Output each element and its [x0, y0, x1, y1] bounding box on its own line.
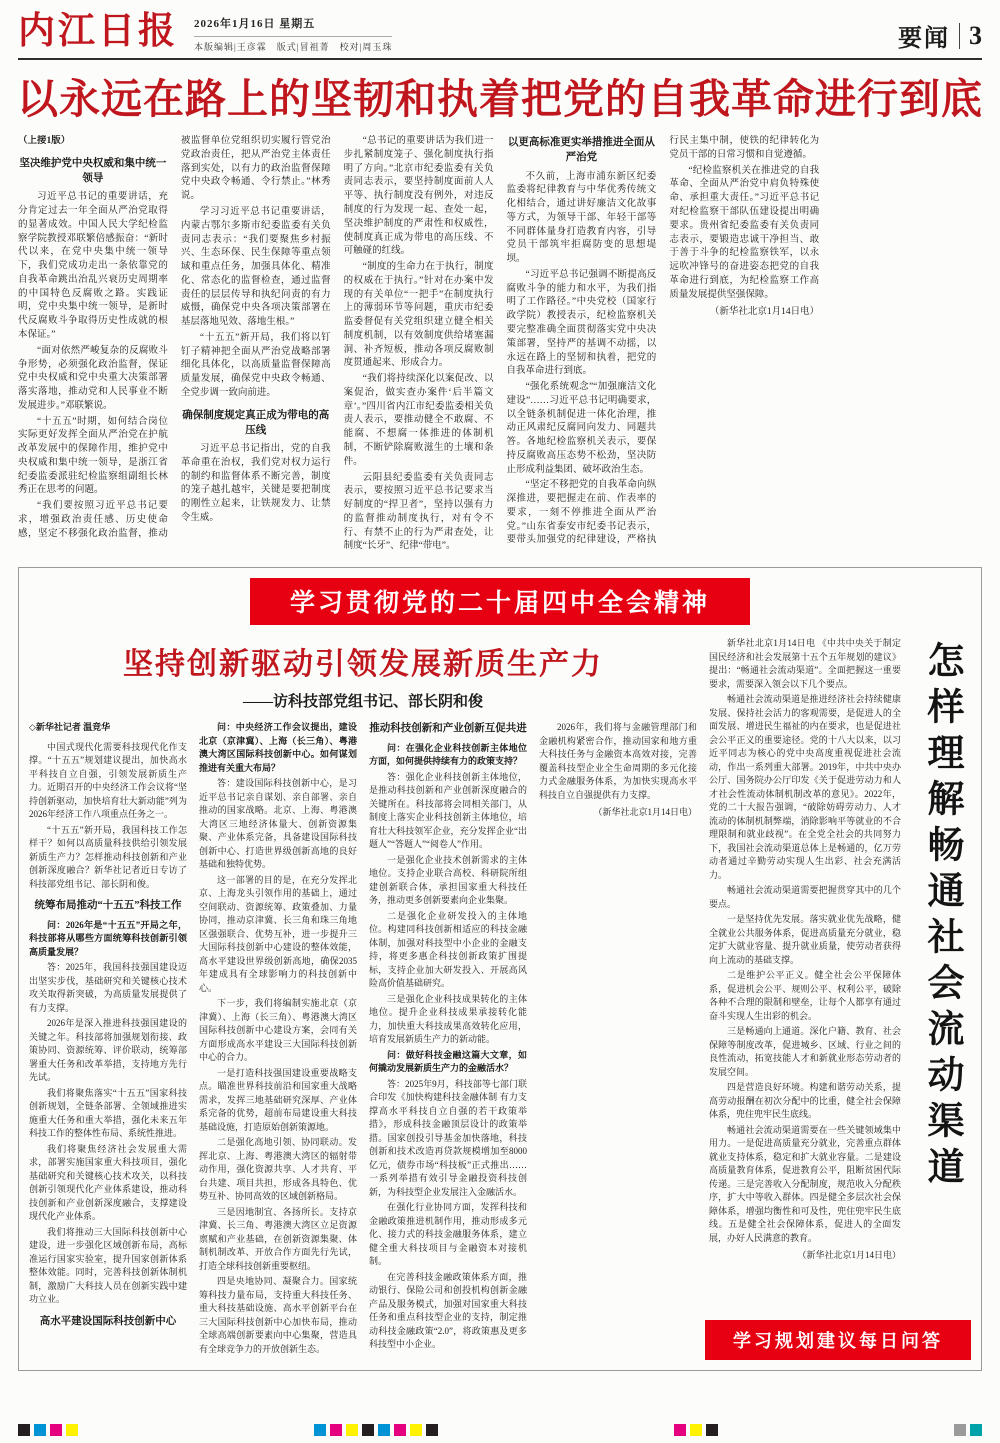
paragraph-body: 二是维护公平正义。健全社会公平保障体系，促进机会公平、规则公平、权利公平，破除各种不合理的限制和壁垒，让每个人都享有通过奋斗实现人生出彩的机会。	[709, 970, 901, 1021]
paragraph-body: 下一步，我们将编制实施北京（京津冀）、上海（长三角）、粤港澳大湾区国际科技创新中心建设方案，会同有关方面形成高水平建设三大国际科技创新中心的合力。	[199, 998, 357, 1063]
paragraph-body: 不久前，上海市浦东新区纪委监委将纪律教育与中华优秀传统文化相结合，通过讲好廉洁文化故事等方式，为领导干部、年轻干部等不同群体量身打造教育内容，引导党员干部筑牢拒腐防变的思想堤坝。	[506, 171, 657, 265]
paragraph-body: 这一部署的目的是，在充分发挥北京、上海龙头引领作用的基础上，通过空间联动、资源统筹、政策叠加、力量协同，推动京津冀、长三角和珠三角地区强强联合、优势互补，进一步提升三大国际科技创新中心建设的整体效能，高水平建设世界级创新高地，确保2035年建成具有全球影响力的科技创新中心。	[199, 874, 357, 993]
print-registration-strip	[18, 1423, 982, 1437]
paragraph-body: 在强化行业协同方面，发挥科技和金融政策推进机制作用，推动形成多元化、接力式的科技金融服务体系，建立健全重大科技项目与金融资本对接机制。	[369, 1202, 527, 1267]
paragraph-body: 一是坚持优先发展。落实就业优先战略，健全就业公共服务体系，促进高质量充分就业，稳定扩大就业容量、提升就业质量，使劳动者获得向上流动的基础支撑。	[709, 914, 901, 965]
special-section-box	[18, 567, 982, 1371]
paragraph-body: 2026年，我们将与金融管理部门和金融机构紧密合作，推动国家和地方重大科技任务与金融资本高效对接，完善覆盖科技型企业全生命周期的多元化接力式金融服务体系，为加快实现高水平科技自立自强提供有力支撑。	[539, 722, 697, 800]
registration-mark	[954, 1424, 966, 1436]
paragraph-body: “制度的生命力在于执行，制度的权威在于执行。”针对在办案中发现的有关单位“一把手”在制度执行上的薄弱环节等问题，重庆市纪委监委督促有关党组织建立健全相关制度机制，以有效制度供给堵塞漏洞、补齐短板，推动各项反腐败制度贯通起来、形成合力。	[343, 262, 494, 369]
page-number: 3	[969, 20, 982, 50]
registration-mark	[706, 1424, 718, 1436]
paragraph-body: 二是强化企业研发投入的主体地位。构建同科技创新相适应的科技金融体制，加强对科技型中小企业的金融支持，将更多惠企科技创新政策扩围提标，支持企业加大研发投入、开展高风险高价值基础研究。	[369, 910, 527, 989]
paragraph-body: 云阳县纪委监委有关负责同志表示，要按照习近平总书记要求当好制度的“捍卫者”，坚持以强有力的监督推动制度执行，对有令不行、有禁不止的行为严肃查处，让制度“长牙”、纪律“带电”。	[343, 472, 494, 552]
paragraph-body: “总书记的重要讲话为我们进一步扎紧制度笼子、强化制度执行指明了方向。”北京市纪委监委有关负责同志表示，要坚持制度面前人人平等、执行制度没有例外，对违反制度的行为发现一起、查处一起，坚决维护制度的严肃性和权威性，使制度真正成为带电的高压线、不可触碰的红线。	[343, 136, 494, 257]
paragraph-body: 中国式现代化需要科技现代化作支撑。“十五五”规划建议提出，加快高水平科技自立自强，引领发展新质生产力。近期召开的中央经济工作会议将“坚持创新驱动，加快培育壮大新动能”列为2026年经济工作八项重点任务之一。	[29, 741, 187, 820]
paragraph-subhead: 以更高标准更实举措推进全面从严治党	[507, 137, 655, 164]
staff-line: 本版编辑|王彦霖 版式|冒祖菁 校对|周玉珠	[194, 36, 392, 53]
qa-article-vertical-title: 怎样理解畅通社会流动渠道	[922, 641, 963, 1194]
paragraph-body: “面对依然严峻复杂的反腐败斗争形势，必须强化政治监督，保证党中央权威和党中央重大决策部署落实落地，推动党和人民事业不断发展进步。”邓联繁说。	[18, 345, 168, 411]
section-divider	[959, 23, 960, 49]
paragraph-body: 我们将推动三大国际科技创新中心建设，进一步强化区域创新布局，高标准运行国家实验室，提升国家创新体系整体效能。同时，完善科技创新体制机制，激励广大科技人员在创新实践中建功立业。	[29, 1226, 187, 1305]
paragraph-body: 一是强化企业技术创新需求的主体地位。支持企业联合高校、科研院所组建创新联合体，承担国家重大科技任务，推动更多创新要素向企业集聚。	[369, 854, 527, 906]
paragraph-body: “习近平总书记强调不断提高反腐败斗争的能力和水平，为我们指明了工作路径。”中央党校（国家行政学院）教授表示，纪检监察机关要完整准确全面贯彻落实党中央决策部署，坚持严的基调不动摇，以永远在路上的坚韧和执着，把党的自我革命进行到底。	[506, 269, 657, 377]
paragraph-end: （新华社北京1月14日电）	[709, 307, 820, 318]
paragraph-body: 习近平总书记指出，党的自我革命重在治权，我们党对权力运行的制约和监督体系不断完善，制度的笼子越扎越牢，关键是要把制度的刚性立起来，让铁规发力、让禁令生威。	[180, 444, 331, 523]
registration-mark	[34, 1424, 46, 1436]
registration-mark	[674, 1424, 686, 1436]
lead-article-body	[18, 135, 982, 555]
registration-mark	[18, 1424, 30, 1436]
paragraph-body: 答：2025年9月，科技部等七部门联合印发《加快构建科技金融体制 有力支撑高水平科技自立自强的若干政策举措》，形成科技金融顶层设计的政策举措。国家创投引导基金加快落地，科技创新和技术改造再贷款规模增加至8000亿元，债券市场“科技板”正式推出……一系列举措有效引导金融投资科技创新，为科技型企业发展注入金融活水。	[369, 1078, 527, 1197]
registration-marks-far-right	[954, 1424, 982, 1436]
paragraph-body: 2026年是深入推进科技强国建设的关键之年。科技部将加强规划衔接、政策协同、资源统筹、评价联动，统筹部署重大任务和改革举措，支持地方先行先试。	[29, 1018, 187, 1083]
interview-subtitle: ——访科技部党组书记、部长阴和俊	[242, 694, 483, 711]
registration-mark	[690, 1424, 702, 1436]
paragraph-body: “强化系统观念”“加强廉洁文化建设”……习近平总书记明确要求，以全链条机制促进一体化治理，推动正风肃纪反腐同向发力、同题共答。各地纪检监察机关表示，要保持反腐败高压态势不松劲，坚决防止形成利益集团、破坏政治生态。	[506, 382, 657, 475]
registration-marks-left	[18, 1424, 78, 1436]
paragraph-body: “十五五”新开局，我们将以钉钉子精神把全面从严治党战略部署细化具体化，以高质量监督保障高质量发展，确保党中央政令畅通、全党步调一致向前进。	[180, 332, 331, 398]
date-line: 2026年1月16日 星期五	[194, 18, 316, 30]
interview-title: 坚持创新驱动引领发展新质生产力	[123, 648, 603, 682]
paragraph-body: 答：2025年，我国科技强国建设迈出坚实步伐，基础研究和关键核心技术攻关取得新突破，为高质量发展提供了有力支撑。	[29, 962, 187, 1013]
registration-mark	[426, 1424, 438, 1436]
paragraph-body: 三是畅通向上通道。深化户籍、教育、社会保障等制度改革，促进城乡、区域、行业之间的良性流动，拓宽技能人才和新就业形态劳动者的发展空间。	[709, 1026, 901, 1077]
paragraph-body: 答：建设国际科技创新中心，是习近平总书记亲自谋划、亲自部署、亲自推动的国家战略。北京、上海、粤港澳大湾区三地经济体量大、创新资源集聚、产业体系完备，具备建设国际科技创新中心、打造世界级创新高地的良好基础和独特优势。	[199, 778, 357, 870]
bottom-grid	[29, 637, 971, 1359]
interview-article	[29, 637, 697, 1359]
registration-mark	[394, 1424, 406, 1436]
paragraph-body: “纪检监察机关在推进党的自我革命、全面从严治党中肩负特殊使命、承担重大责任。”习近平总书记对纪检监察干部队伍建设提出明确要求。贵州省纪委监委有关负责同志表示，要锻造忠诚干净担当、敢于善于斗争的纪检监察铁军，以永远吹冲锋号的奋进姿态把党的自我革命进行到底，为纪检监察工作高质量发展提供坚强保障。	[669, 165, 820, 300]
paragraph-marker: （上接1版）	[18, 136, 71, 147]
registration-mark	[378, 1424, 390, 1436]
paragraph-subhead: 统筹布局推动“十五五”科技工作	[34, 900, 182, 912]
masthead-rule	[18, 58, 982, 60]
registration-mark	[362, 1424, 374, 1436]
lead-headline: 以永远在路上的坚韧和执着把党的自我革命进行到底	[17, 76, 983, 122]
paragraph-body: 新华社北京1月14日电 《中共中央关于制定国民经济和社会发展第十五个五年规划的建议》提出：“畅通社会流动渠道”。全面把握这一重要要求，需要深入领会以下几个要点。	[709, 638, 901, 689]
paragraph-body: 我们将聚焦经济社会发展重大需求，部署实施国家重大科技项目，强化基础研究和关键核心技术攻关，以科技创新引领现代化产业体系建设，推动科技创新和产业创新深度融合，支撑建设现代化产业体系。	[29, 1143, 187, 1222]
paragraph-end: （新华社北京1月14日电）	[797, 1250, 901, 1261]
registration-mark	[346, 1424, 358, 1436]
paragraph-body: 畅通社会流动渠道需要把握贯穿其中的几个要点。	[709, 885, 901, 909]
paragraph-body: 二是强化高地引领、协同联动。发挥北京、上海、粤港澳大湾区的辐射带动作用，强化资源共享、人才共育、平台共建、项目共担，形成各具特色、优势互补、协同高效的区域创新格局。	[199, 1137, 357, 1202]
lead-article	[0, 76, 1000, 555]
paragraph-body: 四是营造良好环境。构建和谐劳动关系，提高劳动报酬在初次分配中的比重，健全社会保障体系，兜住兜牢民生底线。	[709, 1082, 901, 1120]
paragraph-body: “十五五”时期，如何结合岗位实际更好发挥全面从严治党在护航改革发展中的保障作用，维护党中央权威和集中统一领导，是浙江省纪委监委派驻纪检监察组副组长林秀正在思考的问题。	[18, 416, 168, 496]
paragraph-body: 习近平总书记的重要讲话，充分肯定过去一年全面从严治党取得的显著成效。中国人民大学纪检监察学院教授邓联繁倍感振奋：“新时代以来，在党中央集中统一领导下，我们党成功走出一条依靠党的自我革命跳出治乱兴衰历史周期率的中国特色反腐败之路。实践证明，党中央集中统一领导，是新时代反腐败斗争取得历史性成就的根本保证。”	[18, 192, 168, 340]
paragraph-body: 四是央地协同、凝聚合力。国家统筹科技力量布局，支持重大科技任务、重大科技基础设施、高水平创新平台在三大国际科技创新中心加快布局，推动全球高端创新要素向中心集聚，营造具有全球竞争力的开放创新生态。	[199, 1276, 357, 1354]
paragraph-body: “我们要按照习近平总书记要求，增强政治责任感、历史使命感，坚定不移强化政治监督，推动被监督单位党组织切实履行管党治党政治责任，把从严治党主体责任落到实处，以有力的政治监督保障党中央政令畅通、令行禁止。”林秀说。	[18, 136, 331, 539]
registration-marks-right	[674, 1424, 718, 1436]
masthead	[0, 0, 1000, 56]
registration-mark	[50, 1424, 62, 1436]
paragraph-q: 问：做好科技金融这篇大文章，如何撬动发展新质生产力的金融活水？	[369, 1049, 527, 1074]
paragraph-body: 三是强化企业科技成果转化的主体地位。提升企业科技成果承接转化能力，加快重大科技成果高效转化应用，培育发展新质生产力的新动能。	[369, 993, 527, 1045]
paragraph-body: “我们将持续深化以案促改、以案促治，做实查办案件‘后半篇文章’。”四川省内江市纪委监委相关负责人表示，要推动健全不敢腐、不能腐、不想腐一体推进的体制机制，不断铲除腐败滋生的土壤和条件。	[343, 374, 494, 467]
paragraph-subhead: 确保制度规定真正成为带电的高压线	[182, 409, 330, 436]
paragraph-body: 一是打造科技强国建设重要战略支点。瞄准世界科技前沿和国家重大战略需求，发挥三地基础研究深厚、产业体系完备的优势，超前布局建设重大科技基础设施，打造原始创新策源地。	[199, 1067, 357, 1132]
paragraph-body: 在完善科技金融政策体系方面，推动银行、保险公司和创投机构创新金融产品及服务模式，加强对国家重大科技任务和重点科技型企业的支持，制定推动科技金融政策“2.0”，将政策惠及更多科技型中小企业。	[369, 1271, 527, 1350]
newspaper-logo: 内江日报	[18, 8, 178, 52]
paragraph-body: 学习习近平总书记重要讲话，内蒙古鄂尔多斯市纪委监委有关负责同志表示：“我们要聚焦乡村振兴、生态环保、民生保障等重点领域和重点任务，加强具体化、精准化、常态化的监督检查，通过监督责任的层层传导和执纪问责的有力威慑，确保党中央各项决策部署在基层落地见效、落地生根。”	[180, 206, 331, 328]
study-qa-banner: 学习规划建议每日问答	[705, 1320, 971, 1360]
paragraph-body: “坚定不移把党的自我革命向纵深推进，要把握走在前、作表率的要求，一刻不停推进全面从严治党。”山东省泰安市纪委书记表示，要带头加强党的纪律建设，严格执行民主集中制，使铁的纪律转化为党员干部的日常习惯和自觉遵循。	[506, 136, 820, 546]
paragraph-body: 畅通社会流动渠道是推进经济社会持续健康发展、保持社会活力的客观需要，是促进人的全面发展、增进民生福祉的内在要求，也是促进社会公平正义的重要途径。党的十八大以来，以习近平同志为核心的党中央高度重视促进社会流动，作出一系列重大部署。2019年，中共中央办公厅、国务院办公厅印发《关于促进劳动力和人才社会性流动体制机制改革的意见》。2022年，党的二十大报告强调，“破除妨碍劳动力、人才流动的体制机制弊端，消除影响平等就业的不合理限制和就业歧视”。在全党全社会的共同努力下，我国社会流动渠道总体上是畅通的，亿万劳动者通过辛勤劳动实现人生出彩、社会充满活力。	[709, 694, 901, 880]
paragraph-q: 问：中央经济工作会议提出，建设北京（京津冀）、上海（长三角）、粤港澳大湾区国际科技创新中心。如何谋划推进有关重大布局？	[199, 722, 357, 773]
registration-mark	[330, 1424, 342, 1436]
paragraph-byline: ◇新华社记者 温竞华	[29, 722, 111, 733]
registration-mark	[66, 1424, 78, 1436]
paragraph-subhead: 推动科技创新和产业创新互促共进	[369, 723, 527, 735]
paragraph-body: 畅通社会流动渠道需要在一些关键领域集中用力。一是促进高质量充分就业，完善重点群体就业支持体系，稳定和扩大就业容量。二是建设高质量教育体系，促进教育公平，阻断贫困代际传递。三是完善收入分配制度，规范收入分配秩序，扩大中等收入群体。四是健全多层次社会保障体系，增强均衡性和可及性，兜住兜牢民生底线。五是健全社会保障体系，促进人的全面发展，办好人民满意的教育。	[709, 1124, 901, 1243]
paragraph-end: （新华社北京1月14日电）	[593, 807, 697, 818]
paragraph-body: 三是因地制宜、各扬所长。支持京津冀、长三角、粤港澳大湾区立足资源禀赋和产业基础，在创新资源集聚、体制机制改革、开放合作方面先行先试，打造全球科技创新重要枢纽。	[199, 1206, 357, 1271]
registration-mark	[970, 1424, 982, 1436]
interview-body	[29, 721, 697, 1359]
paragraph-q: 问：在强化企业科技创新主体地位方面，如何提供持续有力的政策支持？	[369, 742, 527, 767]
issue-info	[194, 10, 392, 53]
section-page	[898, 10, 982, 53]
paragraph-body: “十五五”新开局，我国科技工作怎样干？如何以高质量科技供给引领发展新质生产力？怎样推动科技创新和产业创新深度融合？新华社记者近日专访了科技部党组书记、部长阴和俊。	[29, 824, 187, 889]
paragraph-subhead: 高水平建设国际科技创新中心	[39, 1315, 177, 1327]
paragraph-body: 我们将聚焦落实“十五五”国家科技创新规划，全链条部署、全领域推进实施重大任务和重大举措，强化未来五年科技工作的整体性布局、系统性推进。	[29, 1087, 187, 1139]
paragraph-q: 问：2026年是“十五五”开局之年，科技部将从哪些方面统筹科技创新引领高质量发展？	[29, 919, 187, 957]
theme-banner: 学习贯彻党的二十届四中全会精神	[250, 578, 750, 625]
registration-mark	[410, 1424, 422, 1436]
paragraph-body: 答：强化企业科技创新主体地位，是推动科技创新和产业创新深度融合的关键所在。科技部将会同相关部门，从制度上落实企业科技创新主体地位，培育壮大科技领军企业，充分发挥企业“出题人”“答题人”“阅卷人”作用。	[369, 771, 527, 850]
section-label: 要闻	[898, 26, 950, 52]
registration-marks-center	[314, 1424, 438, 1436]
registration-mark	[314, 1424, 326, 1436]
qa-article-body	[709, 637, 901, 1329]
paragraph-subhead: 坚决维护党中央权威和集中统一领导	[19, 157, 167, 185]
